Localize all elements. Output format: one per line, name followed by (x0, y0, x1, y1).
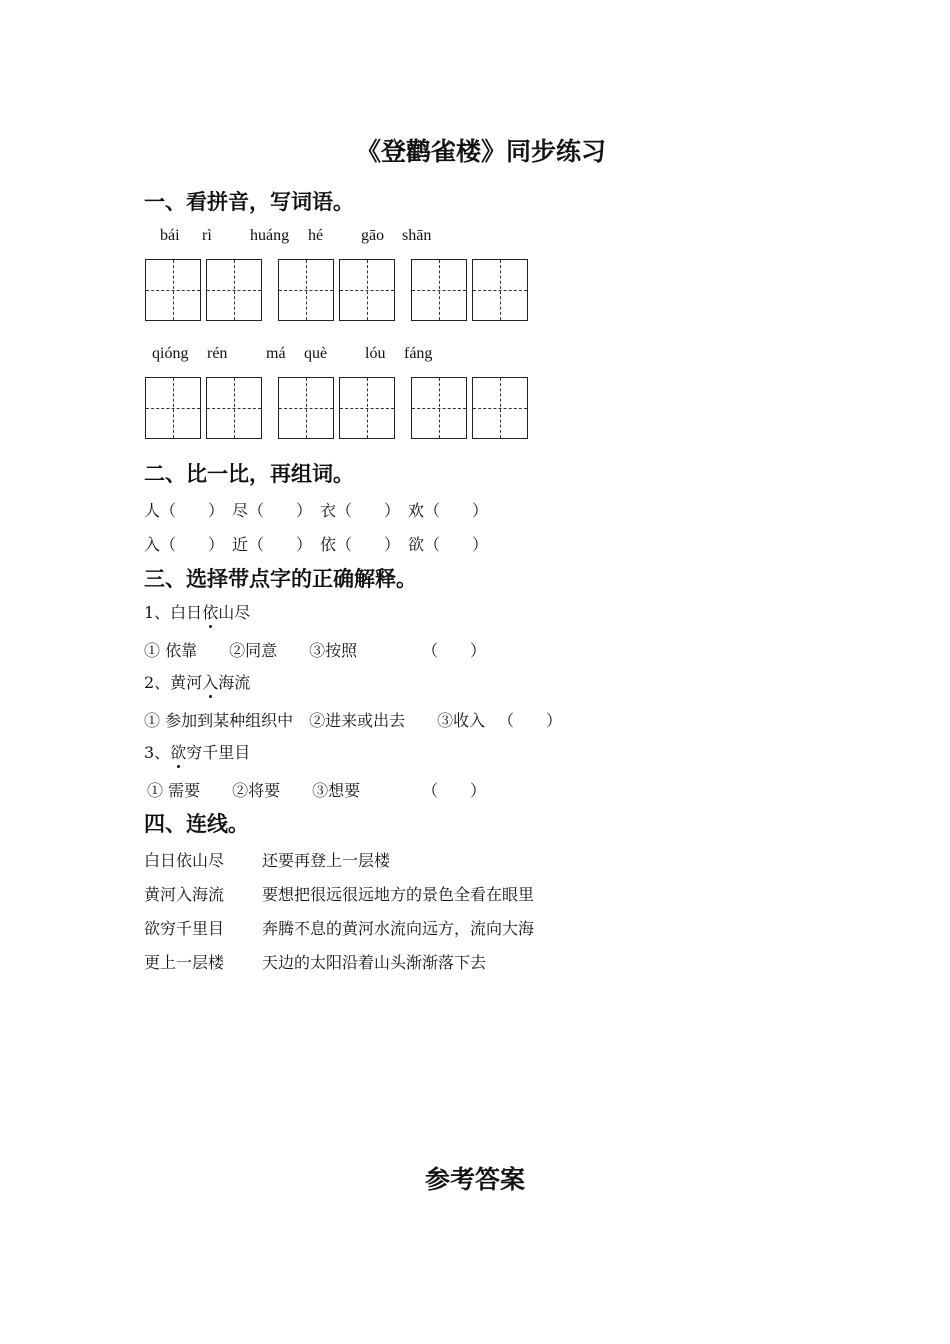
compare-item: 尽（ ） (232, 501, 313, 520)
section3-heading: 三、选择带点字的正确解释。 (144, 566, 417, 591)
pinyin: qióng (152, 345, 189, 362)
writing-cell[interactable] (278, 259, 334, 321)
question-text: 1、白日 (144, 603, 203, 622)
match-left-item[interactable]: 更上一层楼 (144, 953, 225, 972)
match-right-item[interactable]: 奔腾不息的黄河水流向远方，流向大海 (262, 919, 535, 938)
dotted-character: 入 (202, 673, 219, 692)
pinyin: lóu (365, 345, 386, 362)
compare-item: 近（ ） (232, 535, 313, 554)
question-text: 2、黄河 (144, 673, 203, 692)
match-left-item[interactable]: 黄河入海流 (144, 885, 225, 904)
compare-item: 人（ ） (144, 501, 225, 520)
writing-cell[interactable] (472, 377, 528, 439)
section1-heading: 一、看拼音，写词语。 (144, 189, 354, 214)
question-3 (144, 740, 250, 763)
question-text: 穷千里目 (186, 743, 251, 762)
writing-cell[interactable] (206, 377, 262, 439)
match-left-item[interactable]: 欲穷千里目 (144, 919, 225, 938)
writing-cell[interactable] (278, 377, 334, 439)
answer-blank[interactable]: （ ） (422, 641, 487, 660)
section2-heading: 二、比一比，再组词。 (144, 461, 354, 486)
match-left-item[interactable]: 白日依山尽 (144, 851, 225, 870)
pinyin: rì (202, 227, 212, 244)
writing-grid-row-1 (145, 259, 533, 321)
pinyin: rén (207, 345, 228, 362)
compare-item: 入（ ） (144, 535, 225, 554)
question-1 (144, 600, 250, 623)
match-right-item[interactable]: 要想把很远很远地方的景色全看在眼里 (262, 885, 535, 904)
question-2-options: ① 参加到某种组织中 ②进来或出去 ③收入 (144, 711, 486, 730)
compare-item: 依（ ） (320, 535, 401, 554)
writing-cell[interactable] (411, 377, 467, 439)
pinyin: bái (160, 227, 180, 244)
pinyin: shān (402, 227, 432, 244)
writing-grid-row-2 (145, 377, 533, 439)
pinyin: gāo (361, 227, 385, 244)
match-right-item[interactable]: 还要再登上一层楼 (262, 851, 391, 870)
section4-heading: 四、连线。 (144, 811, 249, 836)
pinyin: què (304, 345, 328, 362)
dotted-character: 依 (202, 603, 219, 622)
pinyin: hé (308, 227, 324, 244)
question-text: 3、 (144, 743, 171, 762)
pinyin: fáng (404, 345, 433, 362)
answer-blank[interactable]: （ ） (422, 781, 487, 800)
match-right-item[interactable]: 天边的太阳沿着山头渐渐落下去 (262, 953, 487, 972)
writing-cell[interactable] (411, 259, 467, 321)
compare-item: 欲（ ） (408, 535, 489, 554)
question-1-options: ① 依靠 ②同意 ③按照 (144, 641, 358, 660)
page-title: 《登鹳雀楼》同步练习 (356, 137, 607, 166)
answer-blank[interactable]: （ ） (498, 711, 563, 730)
compare-item: 衣（ ） (320, 501, 401, 520)
writing-cell[interactable] (145, 377, 201, 439)
writing-cell[interactable] (206, 259, 262, 321)
question-text: 海流 (218, 673, 251, 692)
dotted-character: 欲 (170, 743, 187, 762)
pinyin: huáng (250, 227, 290, 244)
writing-cell[interactable] (339, 259, 395, 321)
writing-cell[interactable] (339, 377, 395, 439)
question-2 (144, 670, 250, 693)
answers-heading: 参考答案 (425, 1165, 526, 1194)
question-3-options: ① 需要 ②将要 ③想要 (147, 781, 361, 800)
question-text: 山尽 (218, 603, 251, 622)
pinyin: má (266, 345, 286, 362)
writing-cell[interactable] (472, 259, 528, 321)
writing-cell[interactable] (145, 259, 201, 321)
compare-item: 欢（ ） (408, 501, 489, 520)
